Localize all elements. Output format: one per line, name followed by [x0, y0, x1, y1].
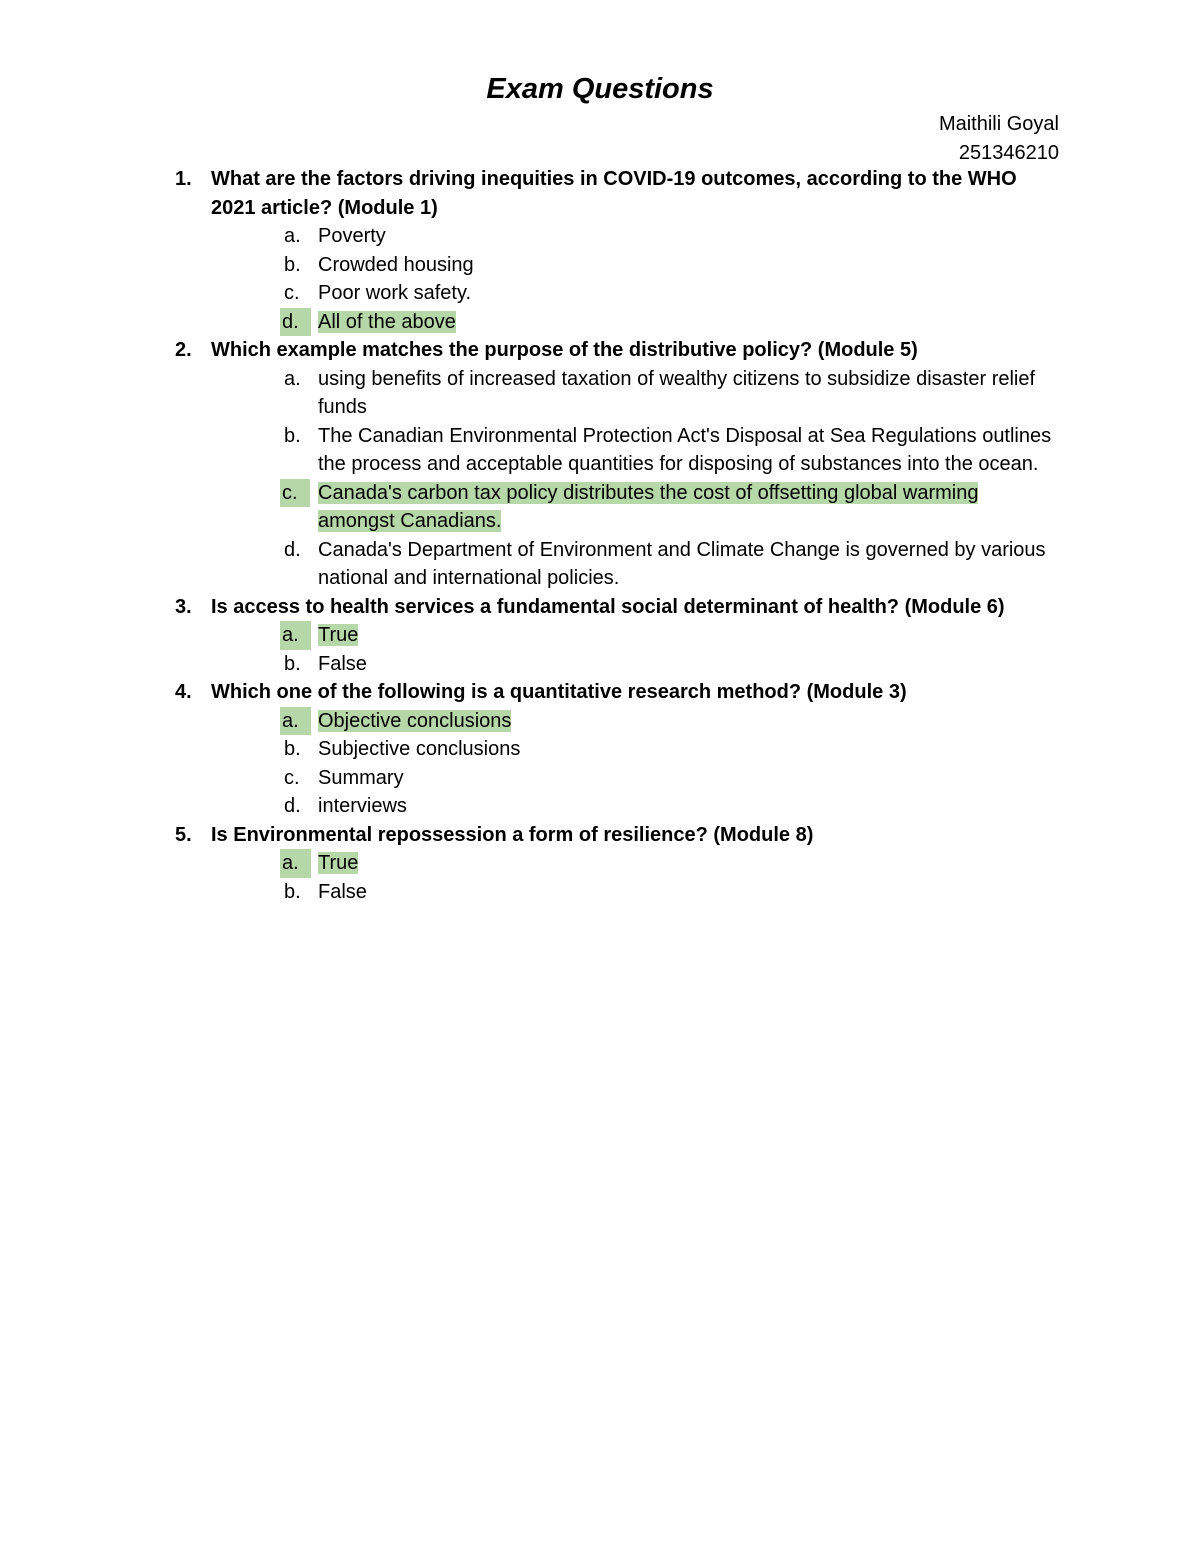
question-item	[0, 821, 1200, 907]
option-letter: c.	[284, 282, 300, 304]
question-list	[0, 165, 1200, 906]
option-letter: c.	[280, 479, 310, 508]
option-letter: d.	[280, 308, 311, 337]
page-title: Exam Questions	[486, 73, 714, 105]
option-item-correct	[282, 707, 1059, 736]
author-name: Maithili Goyal	[938, 113, 1059, 135]
option-text: False	[318, 880, 367, 903]
option-text: All of the above	[318, 310, 456, 333]
option-text: Summary	[318, 766, 404, 789]
question-number: 4.	[175, 681, 192, 703]
option-list	[211, 222, 1059, 336]
option-item-correct	[282, 308, 1059, 337]
option-text: True	[318, 624, 359, 646]
option-item	[282, 650, 1059, 679]
option-letter: a.	[280, 621, 311, 650]
option-text: using benefits of increased taxation of wealthy citizens to subsidize disaster relief funds	[318, 367, 1036, 418]
option-text: interviews	[318, 795, 407, 817]
question-number: 5.	[175, 823, 192, 846]
question-item	[0, 336, 1200, 593]
option-letter: d.	[284, 538, 301, 561]
question-item	[0, 165, 1200, 336]
option-letter: a.	[284, 225, 301, 247]
option-letter: b.	[284, 424, 301, 447]
question-text: Is Environmental repossession a form of resilience? (Module 8)	[211, 823, 814, 846]
question-number: 2.	[175, 339, 192, 361]
option-letter: b.	[284, 652, 301, 675]
option-text: Poor work safety.	[318, 282, 472, 304]
option-list	[211, 365, 1059, 593]
option-text: True	[318, 852, 359, 874]
option-letter: b.	[284, 253, 301, 276]
option-item	[282, 251, 1059, 280]
option-letter: d.	[284, 795, 301, 817]
author-block	[939, 110, 1059, 167]
option-text: Subjective conclusions	[318, 738, 521, 760]
option-text: The Canadian Environmental Protection Act's Disposal at Sea Regulations outlines the process and acceptable quantities for disposing of substances into the ocean.	[318, 424, 1052, 475]
question-text: Is access to health services a fundamental social determinant of health? (Module 6)	[211, 595, 1005, 618]
option-text: Poverty	[318, 225, 386, 247]
option-list	[211, 621, 1059, 678]
question-item	[0, 678, 1200, 821]
option-letter: b.	[284, 738, 301, 760]
student-id: 251346210	[958, 141, 1059, 164]
option-letter: a.	[280, 707, 311, 736]
option-text: Canada's Department of Environment and Climate Change is governed by various national and international policies.	[318, 538, 1046, 589]
option-item-correct	[282, 621, 1059, 650]
option-item	[282, 878, 1059, 907]
option-letter: c.	[284, 766, 300, 789]
option-letter: a.	[284, 367, 301, 390]
option-item-correct	[282, 479, 1059, 536]
option-list	[211, 707, 1059, 821]
option-item	[282, 764, 1059, 793]
question-number: 1.	[175, 168, 192, 190]
option-item	[282, 279, 1059, 308]
option-item	[282, 792, 1059, 821]
option-item	[282, 422, 1059, 479]
option-text: False	[318, 652, 367, 675]
option-item-correct	[282, 849, 1059, 878]
question-number: 3.	[175, 595, 192, 618]
question-item	[0, 593, 1200, 679]
question-text: What are the factors driving inequities in COVID-19 outcomes, according to the WHO 2021 article? (Module 1)	[211, 168, 1017, 219]
option-item	[282, 735, 1059, 764]
question-text: Which example matches the purpose of the distributive policy? (Module 5)	[211, 339, 918, 361]
option-letter: a.	[280, 849, 311, 878]
option-item	[282, 365, 1059, 422]
option-item	[282, 222, 1059, 251]
option-text: Crowded housing	[318, 253, 474, 276]
option-letter: b.	[284, 880, 301, 903]
option-item	[282, 536, 1059, 593]
option-list	[211, 849, 1059, 906]
option-text: Canada's carbon tax policy distributes the cost of offsetting global warming amongst Canadians.	[318, 481, 979, 532]
question-text: Which one of the following is a quantitative research method? (Module 3)	[211, 681, 907, 703]
option-text: Objective conclusions	[318, 709, 512, 732]
